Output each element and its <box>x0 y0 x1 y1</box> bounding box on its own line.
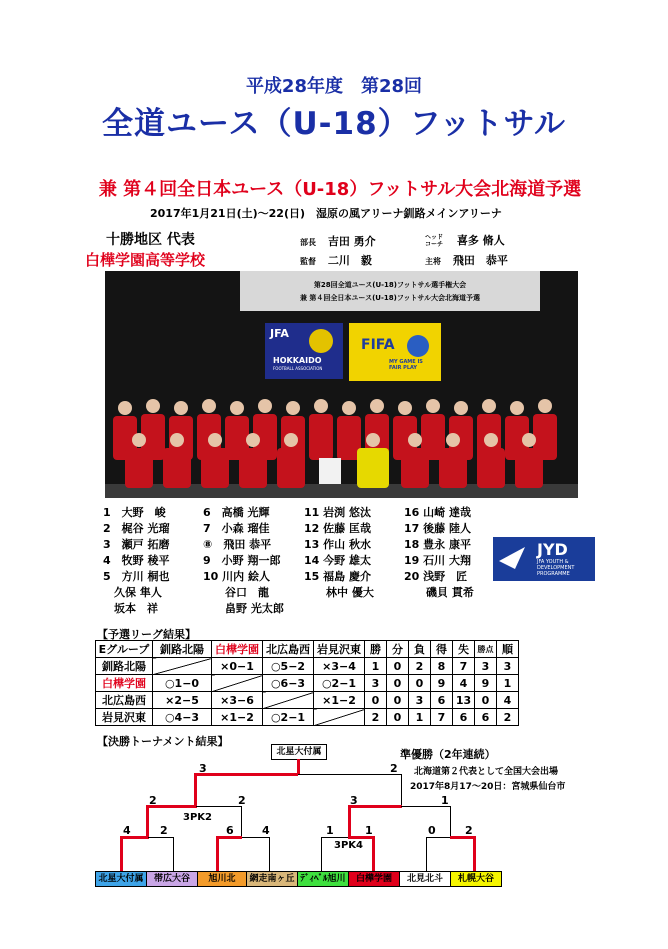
table-header: Eグループ <box>96 641 153 658</box>
table-cell: 1 <box>409 709 431 726</box>
bracket-line <box>173 837 174 871</box>
bracket-line <box>473 836 476 871</box>
staff-director <box>300 233 376 249</box>
table-header: 負 <box>409 641 431 658</box>
table-cell: ○5−2 <box>263 658 314 675</box>
table-cell: 2 <box>409 658 431 675</box>
player-name: 19 石川 大翔 <box>404 554 471 567</box>
table-cell: 6 <box>453 709 475 726</box>
player-name: 林中 優大 <box>304 586 374 599</box>
table-cell: ×0−1 <box>212 658 263 675</box>
pk-result-left: 3PK2 <box>183 812 212 823</box>
player-name: 3 瀬戸 拓磨 <box>103 538 170 551</box>
league-section-title: 【予選リーグ結果】 <box>97 628 196 641</box>
team-box: 旭川北 <box>197 871 247 887</box>
table-cell: 9 <box>431 675 453 692</box>
league-table <box>95 640 519 726</box>
table-cell: 3 <box>365 675 387 692</box>
team-box: 北見北斗 <box>399 871 451 887</box>
bracket-line <box>194 773 197 807</box>
table-header: 勝 <box>365 641 387 658</box>
bracket-line <box>298 774 402 775</box>
team-box: 北星大付属 <box>95 871 147 887</box>
table-cell: 4 <box>497 692 519 709</box>
table-cell: 北広島西 <box>96 692 153 709</box>
player-name: 7 小森 瑠佳 <box>203 522 270 535</box>
result-note-2: 2017年8月17〜20日：宮城県仙台市 <box>410 782 566 792</box>
player-name: 谷口 龍 <box>203 586 269 599</box>
player-name: 18 豊永 康平 <box>404 538 471 551</box>
r1-score: 1 <box>326 824 334 837</box>
table-cell-diagonal <box>314 709 365 726</box>
result-note-1: 北海道第２代表として全国大会出場 <box>414 767 559 777</box>
bracket-line <box>241 806 242 837</box>
table-cell: 0 <box>365 692 387 709</box>
bracket-line <box>372 836 375 871</box>
table-cell: 0 <box>387 675 409 692</box>
jfa-flag-top: JFA <box>270 327 289 340</box>
table-header: 白樺学園 <box>212 641 263 658</box>
bracket-line <box>426 837 451 838</box>
banner-line-1: 第28回全道ユース(U-18)フットサル選手権大会 <box>313 281 467 289</box>
bracket-line <box>242 837 270 838</box>
table-cell: 3 <box>475 658 497 675</box>
table-cell: 0 <box>409 675 431 692</box>
bird-logo-icon <box>497 543 527 573</box>
player-name: 坂本 祥 <box>103 602 158 615</box>
table-header: 順 <box>497 641 519 658</box>
bracket-line <box>120 836 123 871</box>
table-header: 北広島西 <box>263 641 314 658</box>
final-score: 2 <box>390 762 398 775</box>
result-label: 準優勝（2年連続） <box>400 748 496 761</box>
r1-score: 4 <box>123 824 131 837</box>
staff-role: ヘッドコーチ <box>425 234 444 248</box>
staff-name: 喜多 脩人 <box>456 234 505 247</box>
fifa-flag-bottom: MY GAME IS FAIR PLAY <box>389 359 423 371</box>
player-name: ⑧ 飛田 恭平 <box>203 538 272 551</box>
player-name: 16 山崎 達哉 <box>404 506 471 519</box>
jyd-logo-big: JYD <box>537 540 568 559</box>
bracket-line <box>196 806 242 807</box>
players-group-image <box>105 396 578 498</box>
jyd-logo-line1: JFA YOUTH & <box>537 559 569 565</box>
jyd-logo <box>493 537 595 581</box>
table-header: 岩見沢東 <box>314 641 365 658</box>
r1-score: 1 <box>365 824 373 837</box>
r1-score: 2 <box>465 824 473 837</box>
table-cell: 3 <box>497 658 519 675</box>
table-cell: ○2−1 <box>314 675 365 692</box>
table-cell: 9 <box>475 675 497 692</box>
table-cell: ×1−2 <box>212 709 263 726</box>
player-name: 12 佐藤 匡哉 <box>304 522 371 535</box>
year-line: 平成28年度 第28回 <box>245 76 423 97</box>
player-name: 久保 隼人 <box>103 586 162 599</box>
staff-name: 二川 毅 <box>327 254 372 267</box>
player-name: 2 梶谷 光瑠 <box>103 522 170 535</box>
table-cell: 3 <box>409 692 431 709</box>
r1-score: 6 <box>226 824 234 837</box>
player-name: 10 川内 絵人 <box>203 570 270 583</box>
player-name: 13 作山 秋水 <box>304 538 371 551</box>
player-name: 畠野 光太郎 <box>203 602 284 615</box>
player-name: 1 大野 峻 <box>103 506 166 519</box>
table-cell: 8 <box>431 658 453 675</box>
table-cell: 1 <box>497 675 519 692</box>
table-cell: ×2−5 <box>153 692 212 709</box>
bracket-line <box>321 837 349 838</box>
team-box: 網走南ヶ丘 <box>246 871 298 887</box>
bracket-line <box>194 773 298 776</box>
bracket-line <box>146 805 149 837</box>
table-cell: 岩見沢東 <box>96 709 153 726</box>
bracket-line <box>401 774 402 807</box>
table-cell: 6 <box>475 709 497 726</box>
semi-score: 2 <box>149 794 157 807</box>
r1-score: 4 <box>262 824 270 837</box>
table-cell: 白樺学園 <box>96 675 153 692</box>
table-cell: 7 <box>431 709 453 726</box>
table-cell: ○4−3 <box>153 709 212 726</box>
table-cell: ○6−3 <box>263 675 314 692</box>
table-cell-diagonal <box>212 675 263 692</box>
table-row <box>96 692 519 709</box>
staff-head-coach <box>425 232 505 248</box>
player-name: 20 浅野 匠 <box>404 570 468 583</box>
bracket-line <box>269 837 270 871</box>
player-name: 6 高橋 光輝 <box>203 506 270 519</box>
player-list <box>103 504 498 616</box>
table-header-row <box>96 641 519 658</box>
player-name: 4 牧野 稜平 <box>103 554 170 567</box>
table-cell: 0 <box>475 692 497 709</box>
table-cell: 1 <box>365 658 387 675</box>
region-label: 十勝地区 代表 <box>106 232 195 248</box>
table-cell-diagonal <box>153 658 212 675</box>
staff-role: 部長 <box>300 238 316 247</box>
pk-result-right: 3PK4 <box>334 840 363 851</box>
bracket-line <box>348 805 351 837</box>
player-name: 11 岩渕 悠汰 <box>304 506 371 519</box>
jfa-flag-bottom: HOKKAIDO <box>273 356 322 365</box>
team-box: 帯広大谷 <box>146 871 198 887</box>
team-box: 白樺学園 <box>348 871 400 887</box>
staff-role: 監督 <box>300 257 316 266</box>
r1-score: 2 <box>160 824 168 837</box>
table-row <box>96 658 519 675</box>
bracket-line <box>426 837 427 871</box>
crow-emblem-icon <box>309 329 333 353</box>
jfa-flag <box>265 323 343 379</box>
staff-captain <box>425 252 508 268</box>
table-cell: 2 <box>497 709 519 726</box>
banner-line-2: 兼 第４回全日本ユース(U-18)フットサル大会北海道予選 <box>300 294 480 302</box>
table-cell: ×3−4 <box>314 658 365 675</box>
table-row <box>96 675 519 692</box>
bracket-line <box>450 806 451 837</box>
bracket-line <box>321 837 322 871</box>
fifa-flag <box>349 323 441 381</box>
photo-banner <box>240 271 540 311</box>
main-title: 全道ユース（U-18）フットサル <box>102 106 566 142</box>
table-cell: 13 <box>453 692 475 709</box>
table-cell: 0 <box>387 709 409 726</box>
table-header: 釧路北陽 <box>153 641 212 658</box>
table-cell: ×3−6 <box>212 692 263 709</box>
staff-name: 飛田 恭平 <box>452 254 508 267</box>
player-name: 5 方川 桐也 <box>103 570 170 583</box>
champion-box: 北星大付属 <box>271 744 327 760</box>
table-cell: ○1−0 <box>153 675 212 692</box>
table-row <box>96 709 519 726</box>
table-cell: 0 <box>387 692 409 709</box>
staff-role: 主将 <box>425 257 441 266</box>
table-header: 失 <box>453 641 475 658</box>
tournament-section-title: 【決勝トーナメント結果】 <box>97 735 229 748</box>
semi-score: 3 <box>350 794 358 807</box>
final-score: 3 <box>199 762 207 775</box>
table-header: 得 <box>431 641 453 658</box>
player-name: 17 後藤 陸人 <box>404 522 471 535</box>
r1-score: 0 <box>428 824 436 837</box>
table-cell: 7 <box>453 658 475 675</box>
jyd-logo-line3: PROGRAMME <box>537 571 570 577</box>
table-cell: 4 <box>453 675 475 692</box>
team-box: ﾃﾞｨﾍﾞﾙ旭川 <box>297 871 349 887</box>
jfa-flag-sub: FOOTBALL ASSOCIATION <box>273 366 323 371</box>
semi-score: 1 <box>441 794 449 807</box>
jyd-logo-line2: DEVELOPMENT <box>537 565 575 571</box>
player-name: 15 福島 慶介 <box>304 570 371 583</box>
player-name: 9 小野 翔一郎 <box>203 554 281 567</box>
bracket-line <box>148 837 173 838</box>
team-photo <box>105 271 578 498</box>
fifa-flag-top: FIFA <box>361 337 395 353</box>
player-name: 14 今野 雄太 <box>304 554 371 567</box>
team-box: 札幌大谷 <box>450 871 502 887</box>
table-header: 勝点 <box>475 641 497 658</box>
table-cell-diagonal <box>263 692 314 709</box>
table-cell: 6 <box>431 692 453 709</box>
table-cell: ○2−1 <box>263 709 314 726</box>
table-cell: ×1−2 <box>314 692 365 709</box>
staff-name: 吉田 勇介 <box>327 235 376 248</box>
table-cell: 0 <box>387 658 409 675</box>
semi-score: 2 <box>238 794 246 807</box>
globe-icon <box>407 335 429 357</box>
table-cell: 2 <box>365 709 387 726</box>
date-venue: 2017年1月21日(土)～22(日) 湿原の風アリーナ釧路メインアリーナ <box>150 207 502 220</box>
table-header: 分 <box>387 641 409 658</box>
staff-manager <box>300 252 372 268</box>
school-name: 白樺学園高等学校 <box>85 251 206 269</box>
table-cell: 釧路北陽 <box>96 658 153 675</box>
bracket-line <box>216 836 219 871</box>
player-name: 磯貝 貫希 <box>404 586 474 599</box>
subtitle: 兼 第４回全日本ユース（U-18）フットサル大会北海道予選 <box>98 179 582 200</box>
